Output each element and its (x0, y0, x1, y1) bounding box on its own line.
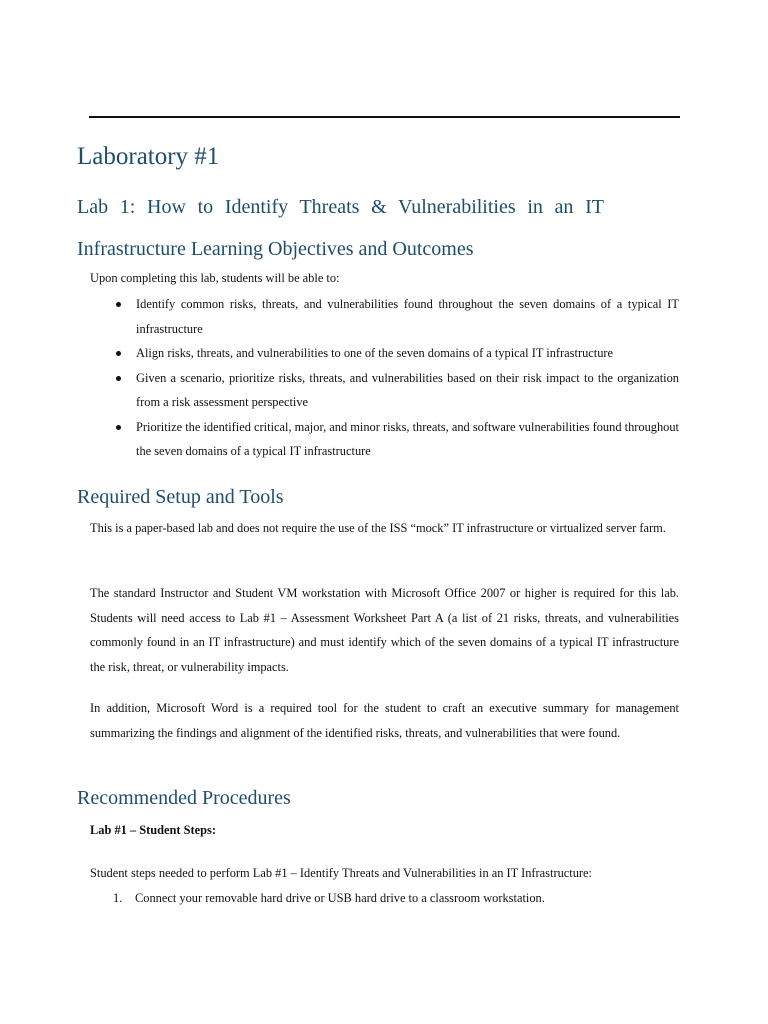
objective-item (90, 415, 679, 464)
step-number: 1. (113, 891, 123, 905)
setup-heading: Required Setup and Tools (77, 486, 284, 508)
objectives-intro: Upon completing this lab, students will be able to: (90, 271, 340, 285)
lab-title: Lab 1: How to Identify Threats & Vulnerabilities in an IT (77, 196, 604, 218)
document-title: Laboratory #1 (77, 143, 220, 170)
procedures-intro: Student steps needed to perform Lab #1 – Identify Threats and Vulnerabilities in an IT Infrastructure: (90, 866, 592, 880)
objective-text: Prioritize the identified critical, major, and minor risks, threats, and software vulnerabilities found throughout the seven domains of a typical IT infrastructure (136, 419, 679, 458)
objectives-heading: Infrastructure Learning Objectives and Outcomes (77, 238, 474, 260)
setup-paragraph-2: The standard Instructor and Student VM workstation with Microsoft Office 2007 or higher is required for this lab. Students will need access to Lab #1 – Assessment Worksheet Part A (a list of 21 risks, threats, and vulnerabilities commonly found in an IT infrastructure) and must identify which of the seven domains of a typical IT infrastructure the risk, threat, or vulnerability impacts. (90, 586, 679, 674)
header-rule (89, 116, 680, 118)
bullet-icon (116, 351, 121, 356)
bullet-icon (116, 376, 121, 381)
objective-text: Given a scenario, prioritize risks, threats, and vulnerabilities based on their risk impact to the organization from a risk assessment perspective (136, 370, 679, 409)
procedures-subheading: Lab #1 – Student Steps: (90, 823, 216, 837)
objective-item (90, 366, 679, 415)
procedure-step (113, 886, 545, 911)
step-text: Connect your removable hard drive or USB hard drive to a classroom workstation. (135, 891, 545, 905)
objective-text: Align risks, threats, and vulnerabilities to one of the seven domains of a typical IT infrastructure (136, 346, 614, 360)
objective-text: Identify common risks, threats, and vulnerabilities found throughout the seven domains of a typical IT infrastructure (136, 297, 679, 336)
setup-paragraph-3: In addition, Microsoft Word is a required tool for the student to craft an executive summary for management summarizing the findings and alignment of the identified risks, threats, and vulnerabilities that were found. (90, 701, 679, 740)
objective-item (90, 292, 679, 341)
objectives-list (90, 292, 679, 464)
setup-paragraph-1: This is a paper-based lab and does not require the use of the ISS “mock” IT infrastructure or virtualized server farm. (90, 521, 666, 535)
procedures-heading: Recommended Procedures (77, 787, 291, 809)
bullet-icon (116, 425, 121, 430)
bullet-icon (116, 302, 121, 307)
objective-item (90, 341, 679, 366)
